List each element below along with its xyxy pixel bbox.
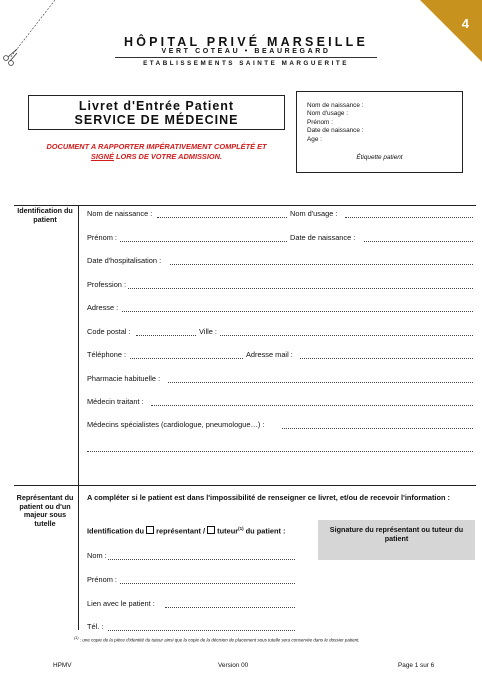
admission-date-field[interactable]: [170, 264, 473, 265]
footer-page: Page 1 sur 6: [398, 662, 435, 669]
section-column-line: [78, 205, 79, 485]
phone-label: Téléphone :: [87, 350, 127, 359]
city-field[interactable]: [220, 335, 473, 336]
hospital-name: HÔPITAL PRIVÉ MARSEILLE: [124, 35, 368, 49]
tutor-checkbox[interactable]: [207, 526, 215, 534]
address-label: Adresse :: [87, 303, 119, 312]
identification-section-title: Identification du patient: [17, 206, 73, 224]
birth-date-label: Date de naissance :: [290, 233, 356, 242]
patient-label-box: [296, 91, 463, 173]
postal-code-label: Code postal :: [87, 327, 131, 336]
profession-field[interactable]: [128, 288, 473, 289]
rep-relation-field[interactable]: [165, 607, 295, 608]
rep-phone-label: Tél. :: [87, 622, 104, 631]
warning-text-underlined: SIGNÉ: [90, 152, 114, 161]
birth-name-label: Nom de naissance :: [87, 209, 153, 218]
patient-label-caption: Étiquette patient: [356, 154, 403, 161]
doctor-label: Médecin traitant :: [87, 397, 144, 406]
doctor-field[interactable]: [151, 405, 473, 406]
representative-identification-label: Identification du représentant / tuteur$^{(1)}$ du patient :: [87, 526, 286, 536]
section-divider: [14, 485, 476, 486]
admission-date-label: Date d'hospitalisation :: [87, 256, 162, 265]
city-label: Ville :: [199, 327, 217, 336]
pharmacy-field[interactable]: [168, 382, 473, 383]
label-line: Age :: [307, 135, 322, 143]
pharmacy-label: Pharmacie habituelle :: [87, 374, 161, 383]
first-name-label: Prénom :: [87, 233, 117, 242]
page-corner-badge: [420, 0, 482, 62]
warning-text-1: DOCUMENT A RAPPORTER IMPÉRATIVEMENT COMPLÉTÉ ET: [46, 142, 267, 151]
section-divider: [14, 205, 476, 206]
phone-field[interactable]: [130, 358, 243, 359]
representative-section-title: Représentant du patient ou d'un majeur sous tutelle: [16, 493, 74, 528]
profession-label: Profession :: [87, 280, 127, 289]
page-number-badge: 4: [461, 16, 469, 31]
section-column-line: [78, 485, 79, 630]
hospital-group: ETABLISSEMENTS SAINTE MARGUERITE: [143, 60, 349, 67]
footer-version: Version 00: [218, 662, 249, 669]
rep-first-name-field[interactable]: [120, 583, 295, 584]
label-line: Nom de naissance :: [307, 102, 364, 109]
usage-name-label: Nom d'usage :: [290, 209, 338, 218]
hospital-sites: VERT COTEAU • BEAUREGARD: [161, 48, 331, 55]
signature-box[interactable]: Signature du représentant ou tuteur du patient: [318, 520, 475, 560]
specialists-field-extra[interactable]: [87, 451, 473, 452]
birth-name-field[interactable]: [157, 217, 287, 218]
scissors-icon: [0, 0, 55, 70]
admission-warning: [28, 142, 285, 162]
document-title: Livret d'Entrée Patient: [78, 99, 235, 113]
birth-date-field[interactable]: [364, 241, 473, 242]
rep-name-field[interactable]: [108, 559, 295, 560]
label-line: Nom d'usage :: [307, 110, 349, 118]
service-title: SERVICE DE MÉDECINE: [74, 113, 239, 127]
representative-intro: A compléter si le patient est dans l'impossibilité de renseigner ce livret, et/ou de recevoir l'information :: [87, 493, 451, 502]
footnote: $^{(1)}$ : une copie de la pièce d'identité du tuteur ainsi que la copie de la décision de placement sous tutelle sera conservée dans le dossier patient.: [74, 636, 360, 643]
label-line: Prénom :: [307, 118, 333, 126]
specialists-label: Médecins spécialistes (cardiologue, pneumologue…) :: [87, 420, 265, 429]
footer-left: HPMV: [53, 662, 72, 669]
representative-checkbox[interactable]: [146, 526, 154, 534]
warning-text-2: LORS DE VOTRE ADMISSION.: [113, 152, 223, 161]
rep-name-label: Nom :: [87, 551, 107, 560]
postal-code-field[interactable]: [136, 335, 196, 336]
rep-first-name-label: Prénom :: [87, 575, 117, 584]
header-divider: [115, 57, 377, 58]
rep-phone-field[interactable]: [108, 630, 295, 631]
label-line: Date de naissance :: [307, 127, 364, 135]
document-title-box: [28, 95, 285, 130]
rep-relation-label: Lien avec le patient :: [87, 599, 155, 608]
usage-name-field[interactable]: [345, 217, 473, 218]
address-field[interactable]: [122, 311, 473, 312]
email-label: Adresse mail :: [246, 350, 293, 359]
first-name-field[interactable]: [120, 241, 287, 242]
email-field[interactable]: [300, 358, 473, 359]
specialists-field[interactable]: [282, 428, 473, 429]
